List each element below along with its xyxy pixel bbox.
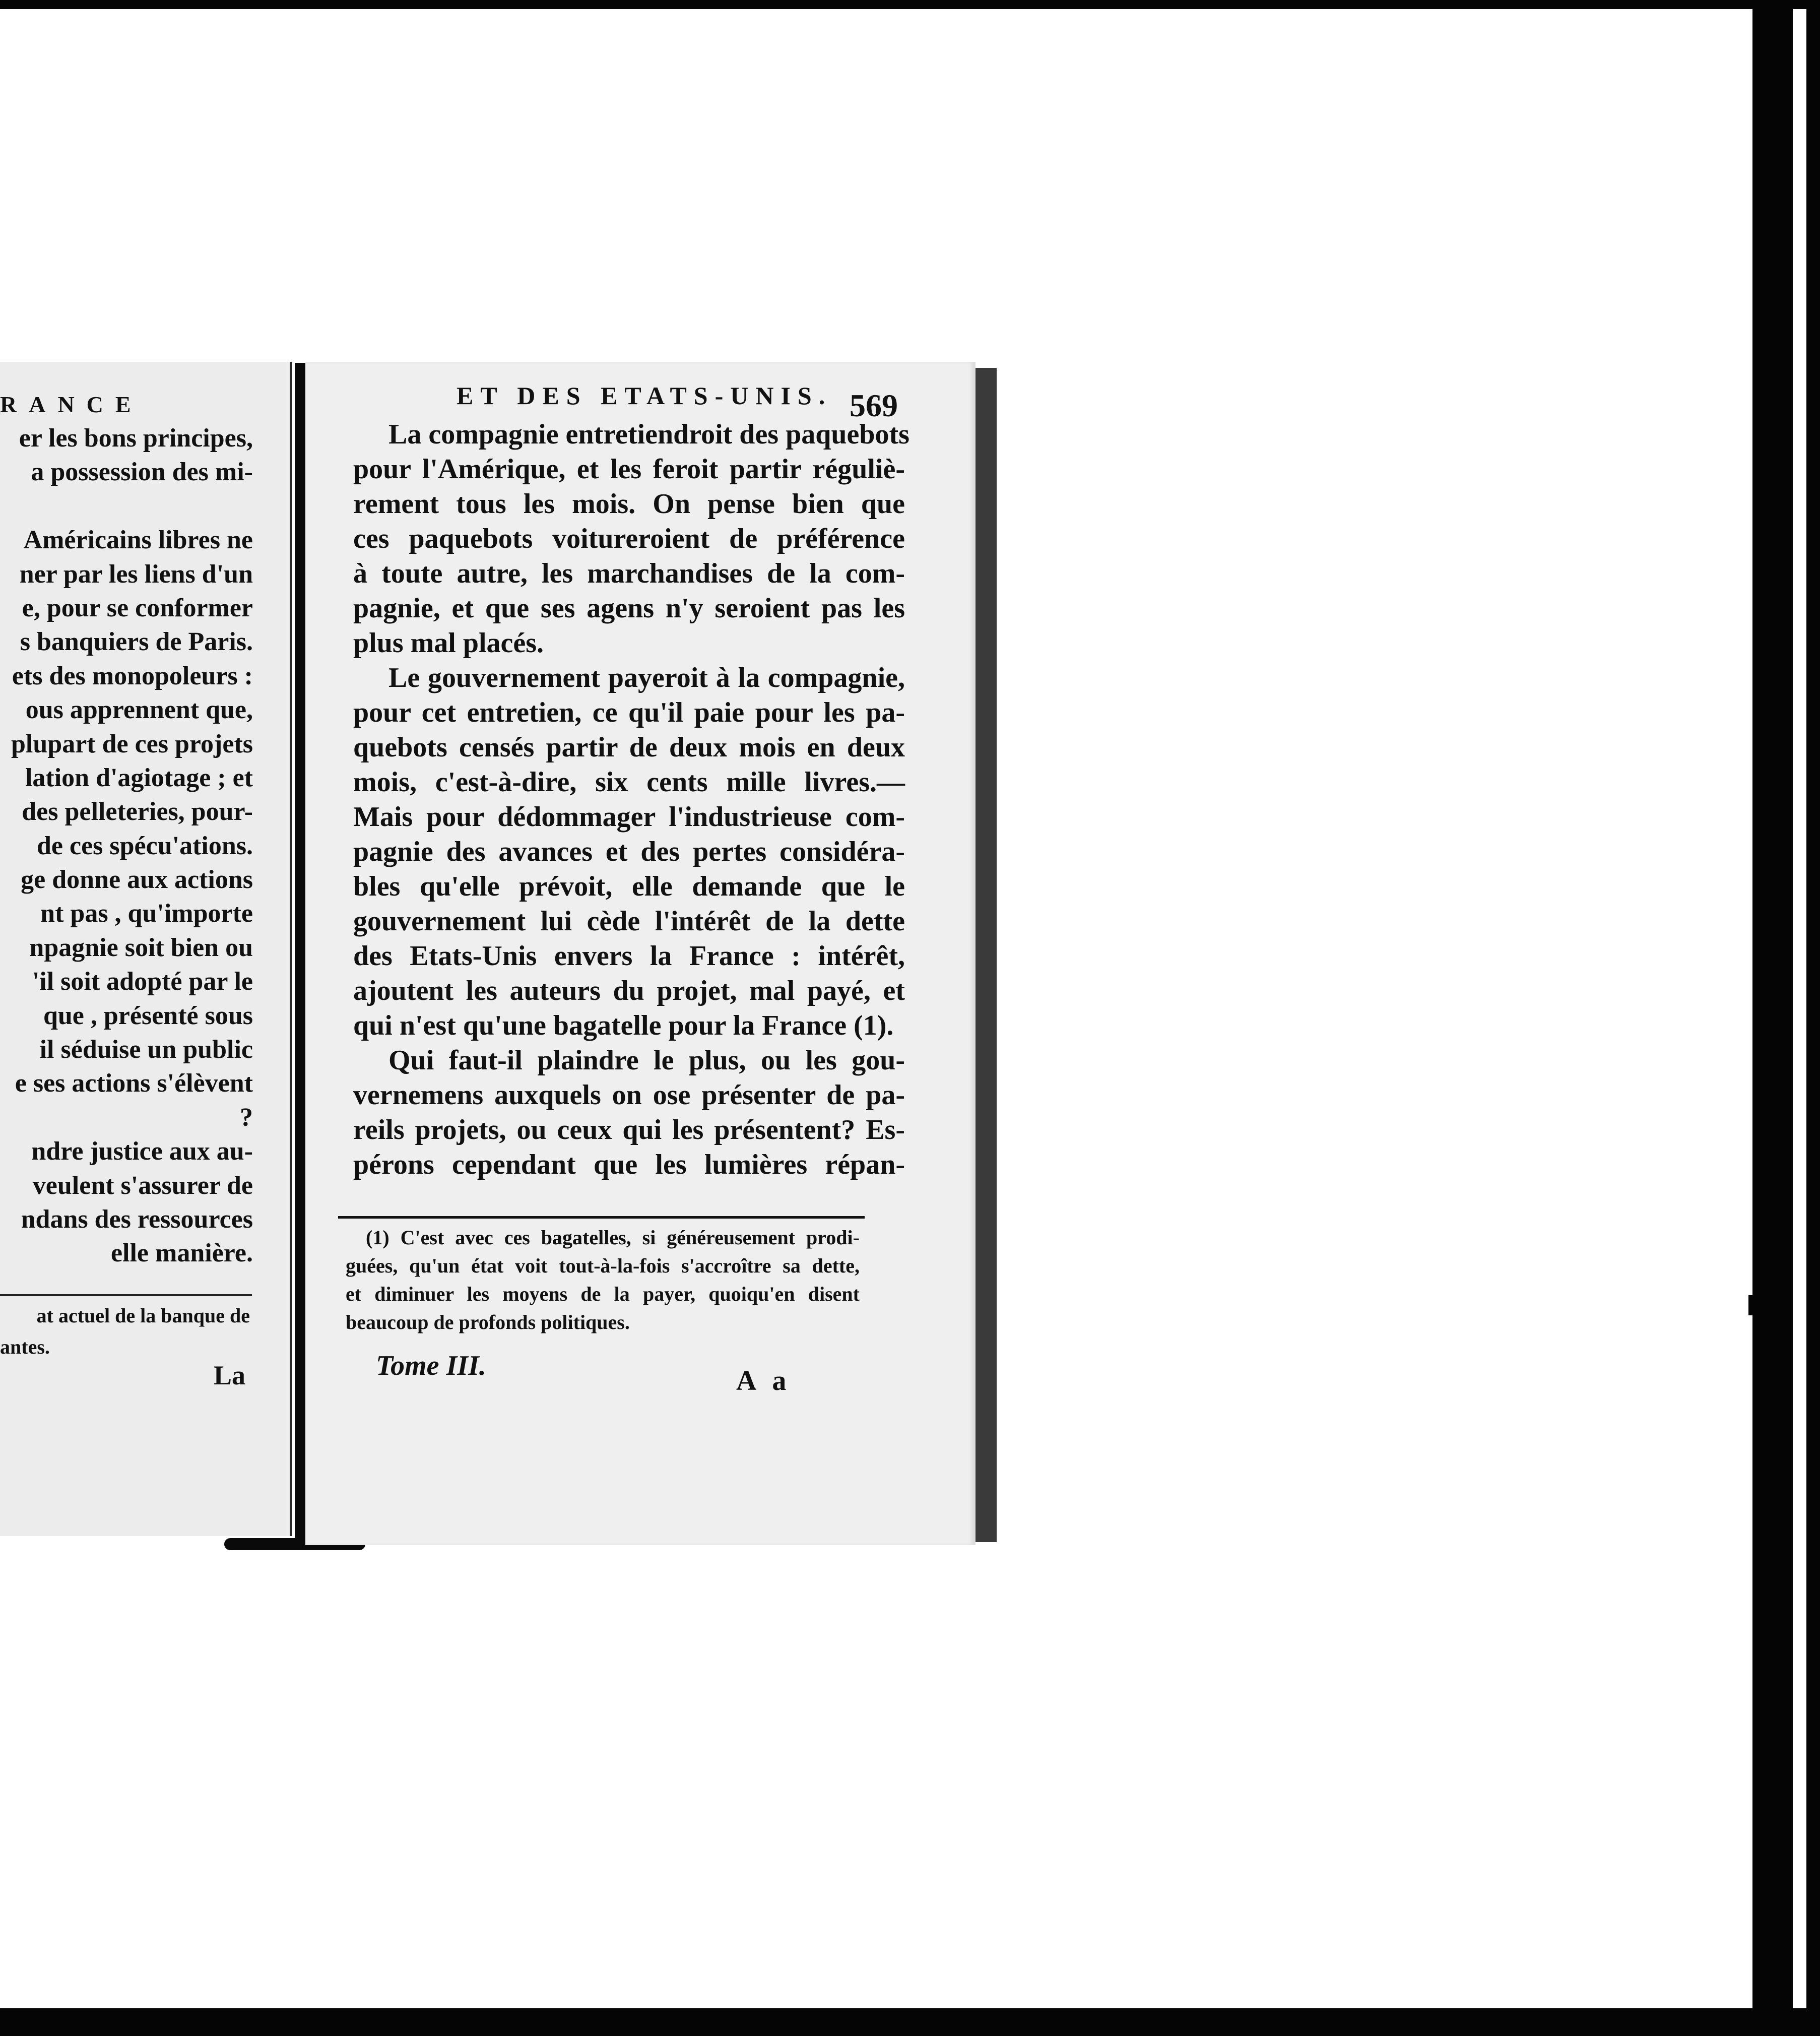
body-line: pagnie des avances et des pertes considéra- (353, 836, 905, 867)
left-line: e ses actions s'élèvent (15, 1069, 253, 1098)
running-head: ET DES ETATS-UNIS. (457, 381, 832, 410)
left-line: ndans des ressources (21, 1204, 253, 1234)
body-line: plus mal placés. (353, 627, 544, 659)
body-line: vernemens auxquels on ose présenter de pa- (353, 1079, 905, 1111)
footnote-line: et diminuer les moyens de la payer, quoiqu'en disent (346, 1283, 860, 1305)
body-line: des Etats-Unis envers la France : intérêt, (353, 940, 905, 972)
body-line: pour l'Amérique, et les feroit partir réguliè- (353, 454, 905, 485)
body-line: La compagnie entretiendroit des paquebots (388, 419, 909, 450)
left-line: plupart de ces projets (11, 729, 253, 758)
body-line: ajoutent les auteurs du projet, mal payé, et (353, 975, 905, 1006)
body-line: pérons cependant que les lumières répan- (353, 1149, 905, 1180)
left-line: e, pour se conformer (22, 593, 253, 622)
body-line: à toute autre, les marchandises de la com- (353, 558, 905, 589)
body-line: gouvernement lui cède l'intérêt de la dette (353, 906, 905, 937)
left-line: veulent s'assurer de (32, 1171, 253, 1200)
left-line: ner par les liens d'un (19, 559, 253, 589)
footnote-rule (338, 1216, 865, 1219)
footnote (346, 1224, 860, 1337)
left-line: elle manière. (110, 1239, 253, 1268)
left-line: 'il soit adopté par le (32, 967, 253, 996)
page-number: 569 (850, 388, 898, 423)
left-body (0, 421, 253, 1270)
body-line: pour cet entretien, ce qu'il paie pour les pa- (353, 697, 905, 728)
right-page (305, 362, 976, 1545)
right-page-edge (976, 368, 997, 1542)
left-line: nt pas , qu'importe (40, 899, 253, 928)
left-line (0, 489, 253, 523)
body-line: bles qu'elle prévoit, elle demande que le (353, 871, 905, 902)
footnote-line: guées, qu'un état voit tout-à-la-fois s'accroître sa dette, (346, 1254, 860, 1277)
volume-label: Tome III. (376, 1350, 486, 1381)
left-footnote-rule (0, 1294, 252, 1296)
left-line: a possession des mi- (31, 458, 253, 487)
left-line: ndre justice aux au- (31, 1137, 253, 1166)
left-line: Américains libres ne (23, 526, 253, 555)
scan-frame-bottom (0, 2008, 1820, 2036)
left-line: npagnie soit bien ou (29, 933, 253, 962)
left-line: ge donne aux actions (21, 865, 253, 895)
left-running-head: RANCE (0, 392, 143, 417)
left-line: er les bons principes, (19, 424, 253, 453)
scan-frame-right-outer (1806, 0, 1820, 2036)
left-line: des pelleteries, pour- (22, 797, 253, 826)
left-line: il séduise un public (39, 1035, 253, 1064)
left-page (0, 362, 292, 1536)
scan-frame-top (0, 0, 1820, 9)
left-footnote-line: at actuel de la banque de (36, 1304, 250, 1327)
body-line: ces paquebots voitureroient de préférence (353, 523, 905, 554)
left-footnote (0, 1300, 250, 1363)
right-body (353, 417, 909, 1182)
body-line: pagnie, et que ses agens n'y seroient pas les (353, 593, 905, 624)
body-line: Le gouvernement payeroit à la compagnie, (388, 662, 905, 693)
body-line: mois, c'est-à-dire, six cents mille livres.— (353, 767, 905, 798)
footnote-line: beaucoup de profonds politiques. (346, 1311, 630, 1333)
left-line: ets des monopoleurs : (12, 661, 253, 690)
left-footnote-line: antes. (0, 1335, 50, 1358)
body-line: quebots censés partir de deux mois en deux (353, 732, 905, 763)
left-line: lation d'agiotage ; et (25, 763, 253, 792)
left-line: que , présenté sous (43, 1001, 253, 1030)
left-catchword: La (213, 1360, 245, 1390)
body-line: Mais pour dédommager l'industrieuse com- (353, 801, 905, 833)
left-line: de ces spécu'ations. (37, 831, 253, 860)
scan-frame-right (1752, 0, 1793, 2036)
left-line: s banquiers de Paris. (20, 627, 253, 657)
left-line: ous apprennent que, (25, 695, 253, 725)
footnote-line: (1) C'est avec ces bagatelles, si généreusement prodi- (366, 1226, 860, 1249)
body-line: Qui faut-il plaindre le plus, ou les gou- (388, 1045, 905, 1076)
scan-frame-tick (1748, 1295, 1759, 1315)
body-line: reils projets, ou ceux qui les présentent? Es- (353, 1114, 905, 1146)
body-line: qui n'est qu'une bagatelle pour la France (1). (353, 1010, 894, 1041)
signature-mark: A a (736, 1365, 792, 1396)
body-line: rement tous les mois. On pense bien que (353, 488, 905, 520)
book-spine (295, 363, 306, 1547)
left-line: ? (240, 1103, 253, 1132)
